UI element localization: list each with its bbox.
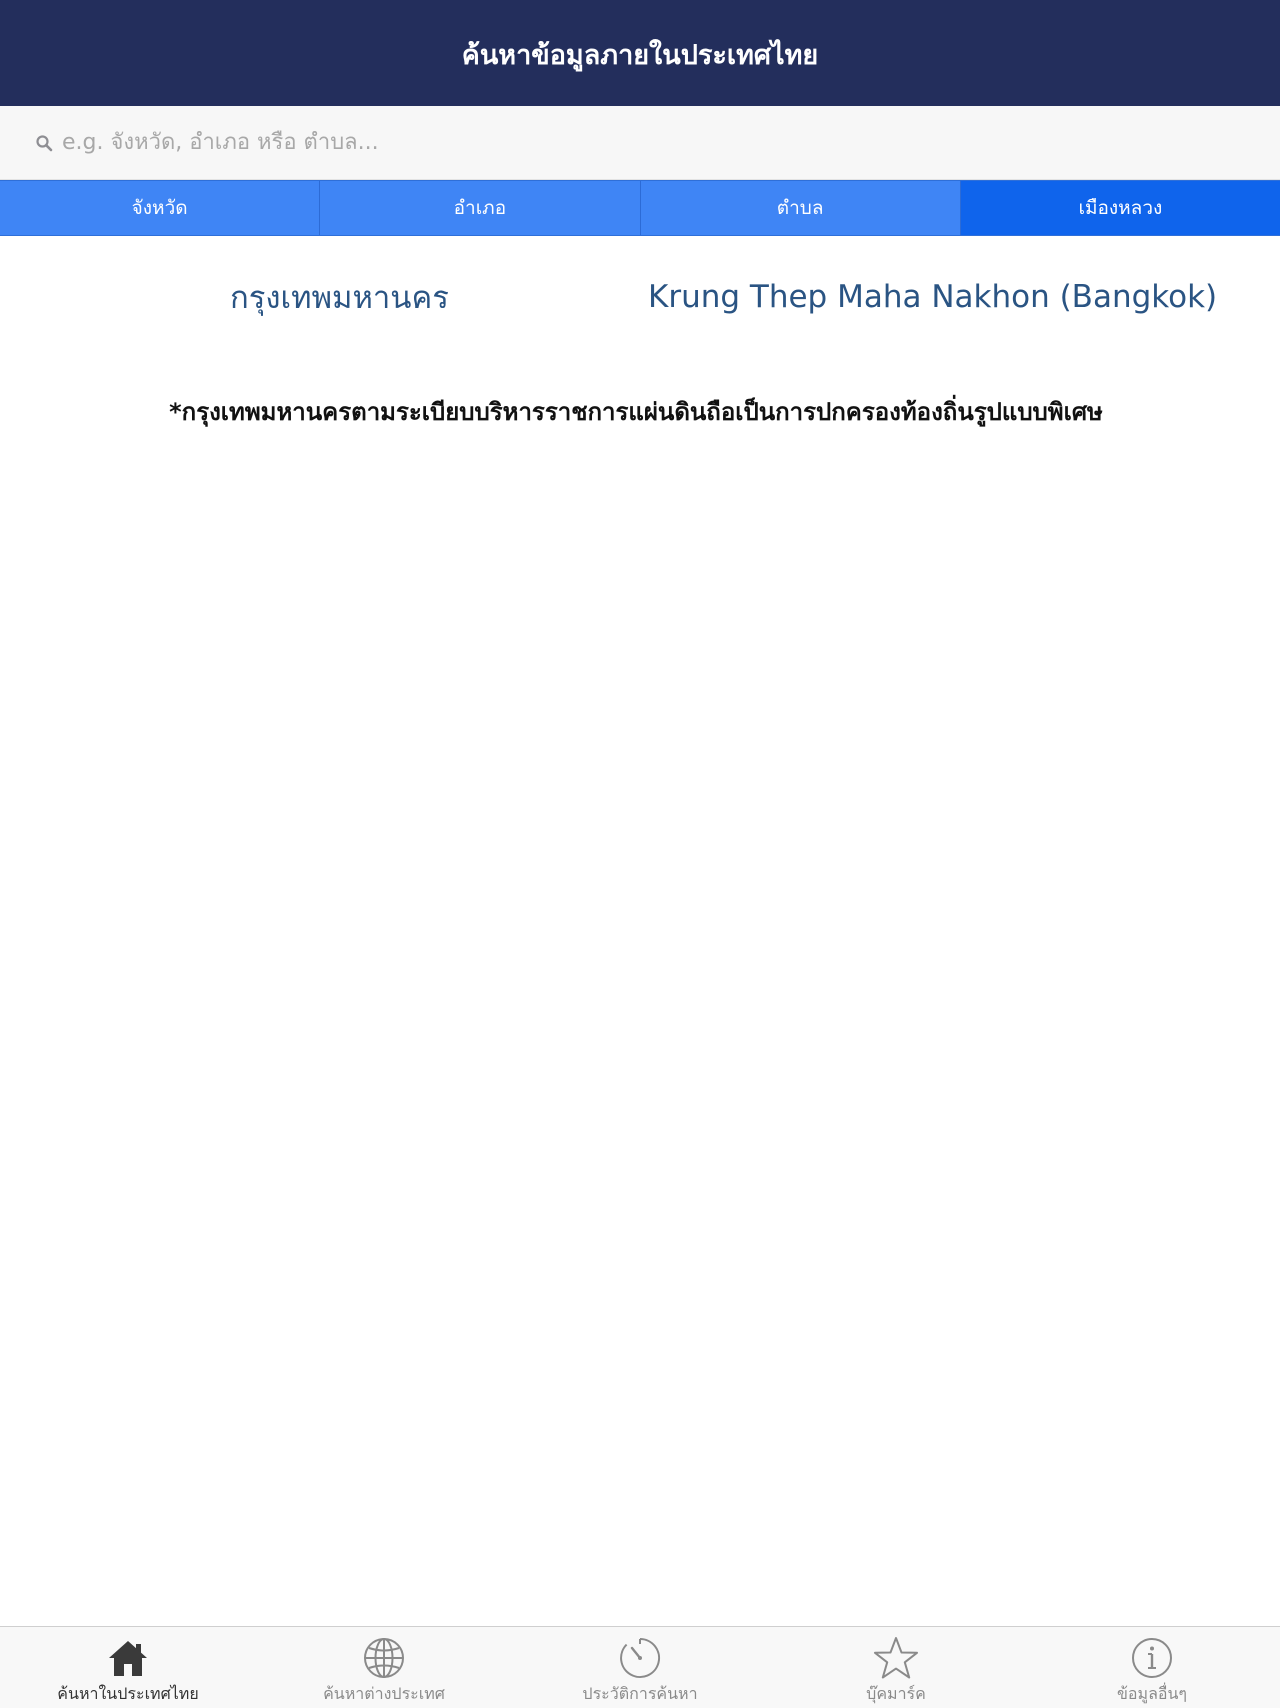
tabbar-item-bookmarks[interactable] (768, 1627, 1024, 1708)
tabbar-label: ค้นหาในประเทศไทย (57, 1684, 199, 1703)
search-icon (34, 133, 54, 153)
tab-subdistrict[interactable]: ตำบล (641, 181, 961, 235)
tabbar-item-history[interactable] (512, 1627, 768, 1708)
tabbar-item-more-info[interactable] (1024, 1627, 1280, 1708)
bottom-tab-bar (0, 1626, 1280, 1708)
tabbar-label: ประวัติการค้นหา (582, 1684, 698, 1703)
tab-district[interactable]: อำเภอ (320, 181, 640, 235)
result-thai-name: กรุงเทพมหานคร (230, 280, 449, 316)
tabbar-item-search-thailand[interactable] (0, 1627, 256, 1708)
result-english-name: Krung Thep Maha Nakhon (Bangkok) (648, 279, 1218, 315)
page-title: ค้นหาข้อมูลภายในประเทศไทย (461, 39, 819, 71)
navigation-bar (0, 0, 1280, 106)
tabbar-label: บุ๊คมาร์ค (866, 1684, 926, 1703)
globe-icon (360, 1635, 408, 1681)
home-icon (104, 1635, 152, 1681)
footnote-text: *กรุงเทพมหานครตามระเบียบบริหารราชการแผ่นดินถือเป็นการปกครองท้องถิ่นรูปแบบพิเศษ (169, 398, 1103, 426)
star-icon (872, 1635, 920, 1681)
tab-province[interactable]: จังหวัด (0, 181, 320, 235)
search-input[interactable] (62, 123, 1242, 163)
history-icon (616, 1635, 664, 1681)
info-icon (1128, 1635, 1176, 1681)
category-segmented-control (0, 180, 1280, 236)
tabbar-label: ข้อมูลอื่นๆ (1116, 1684, 1188, 1703)
tabbar-label: ค้นหาต่างประเทศ (323, 1684, 445, 1703)
tab-capital[interactable]: เมืองหลวง (961, 181, 1280, 235)
result-row[interactable] (0, 262, 1280, 332)
tabbar-item-search-abroad[interactable] (256, 1627, 512, 1708)
search-bar (0, 106, 1280, 180)
